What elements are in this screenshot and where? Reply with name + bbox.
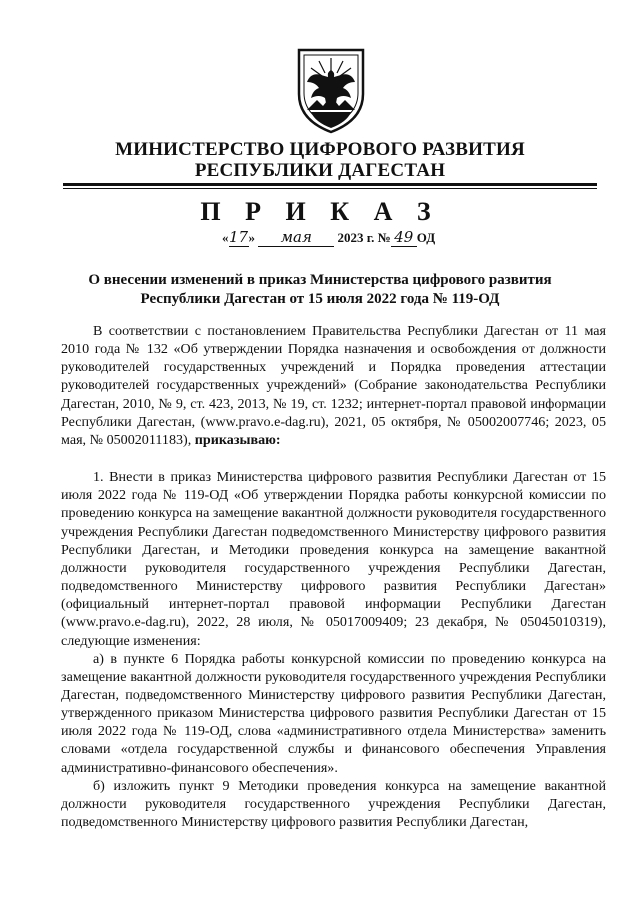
order-title: П Р И К А З [200,197,440,226]
item-b-paragraph: б) изложить пункт 9 Методики проведения конкурса на замещение вакантной должности руководителя государственного учреждения Республики Дагестан, подведомственного Министерству цифрового развития Республики Дагестан, [61,777,606,831]
order-day: 17 [228,228,249,246]
coat-of-arms-icon [289,42,373,134]
item-a-paragraph: а) в пункте 6 Порядка работы конкурсной комиссии по проведению конкурса на замещение вакантной должности руководителя государственного учреждения Республики Дагестан, подведомственного Министерству цифрового развития Республики Дагестан, утвержденного приказом Министерства цифрового развития Республики Дагестан от 15 июля 2022 года № 119-ОД, слова «административного отдела Министерства» заменить словами «отдела государственной службы и финансового обеспечения Управления административно-финансового обеспечения». [61,650,606,776]
ministry-name-line2: РЕСПУБЛИКИ ДАГЕСТАН [194,160,446,181]
preamble-text: В соответствии с постановлением Правительства Республики Дагестан от 11 мая 2010 года № 132 «Об утверждении Порядка назначения и освобождения от должности руководителей государственных учреждений и Порядка проведения аттестации руководителей государственных учреждений» (Собрание законодательства Республики Дагестан, 2010, № 9, ст. 423, 2013, № 19, ст. 1232; интернет-портал правовой информации Республики Дагестан, (www.pravo.e-dag.ru), 2021, 05 октября, № 05002007746; 2023, 05 мая, № 05002011183), [61,323,606,448]
order-date-line [222,228,435,247]
header-rule-thin [63,188,597,189]
order-body [61,322,606,831]
order-directive: приказываю: [194,431,281,448]
order-number: 49 [391,228,417,247]
subject-line2: Республики Дагестан от 15 июля 2022 года № 119-ОД [140,291,500,307]
order-month: мая [258,228,334,247]
header-rule-thick [63,183,597,186]
preamble-paragraph [61,322,606,449]
order-number-suffix: ОД [416,230,436,245]
date-quote-open: « [222,230,229,245]
ministry-name-line1: МИНИСТЕРСТВО ЦИФРОВОГО РАЗВИТИЯ [115,139,525,160]
subject-line1: О внесении изменений в приказ Министерства цифрового развития [88,272,552,288]
date-quote-close: » [248,230,255,245]
order-number-prefix: № [377,230,391,245]
order-year: 2023 г. [337,230,375,245]
item-1-paragraph: 1. Внести в приказ Министерства цифрового развития Республики Дагестан от 15 июля 2022 года № 119-ОД «Об утверждении Порядка работы конкурсной комиссии по проведению конкурса на замещение вакантной должности руководителя государственного учреждения Республики Дагестан подведомственного Министерству цифрового развития Республики Дагестан, и Методики проведения конкурса на замещение вакантной должности руководителя государственного учреждения Республики Дагестан, подведомственного Министерству цифрового развития Республики Дагестан» (официальный интернет-портал правовой информации Республики Дагестан (www.pravo.e-dag.ru), 2022, 28 июля, № 05017009409; 23 декабря, № 05045010319), следующие изменения: [61,469,606,649]
